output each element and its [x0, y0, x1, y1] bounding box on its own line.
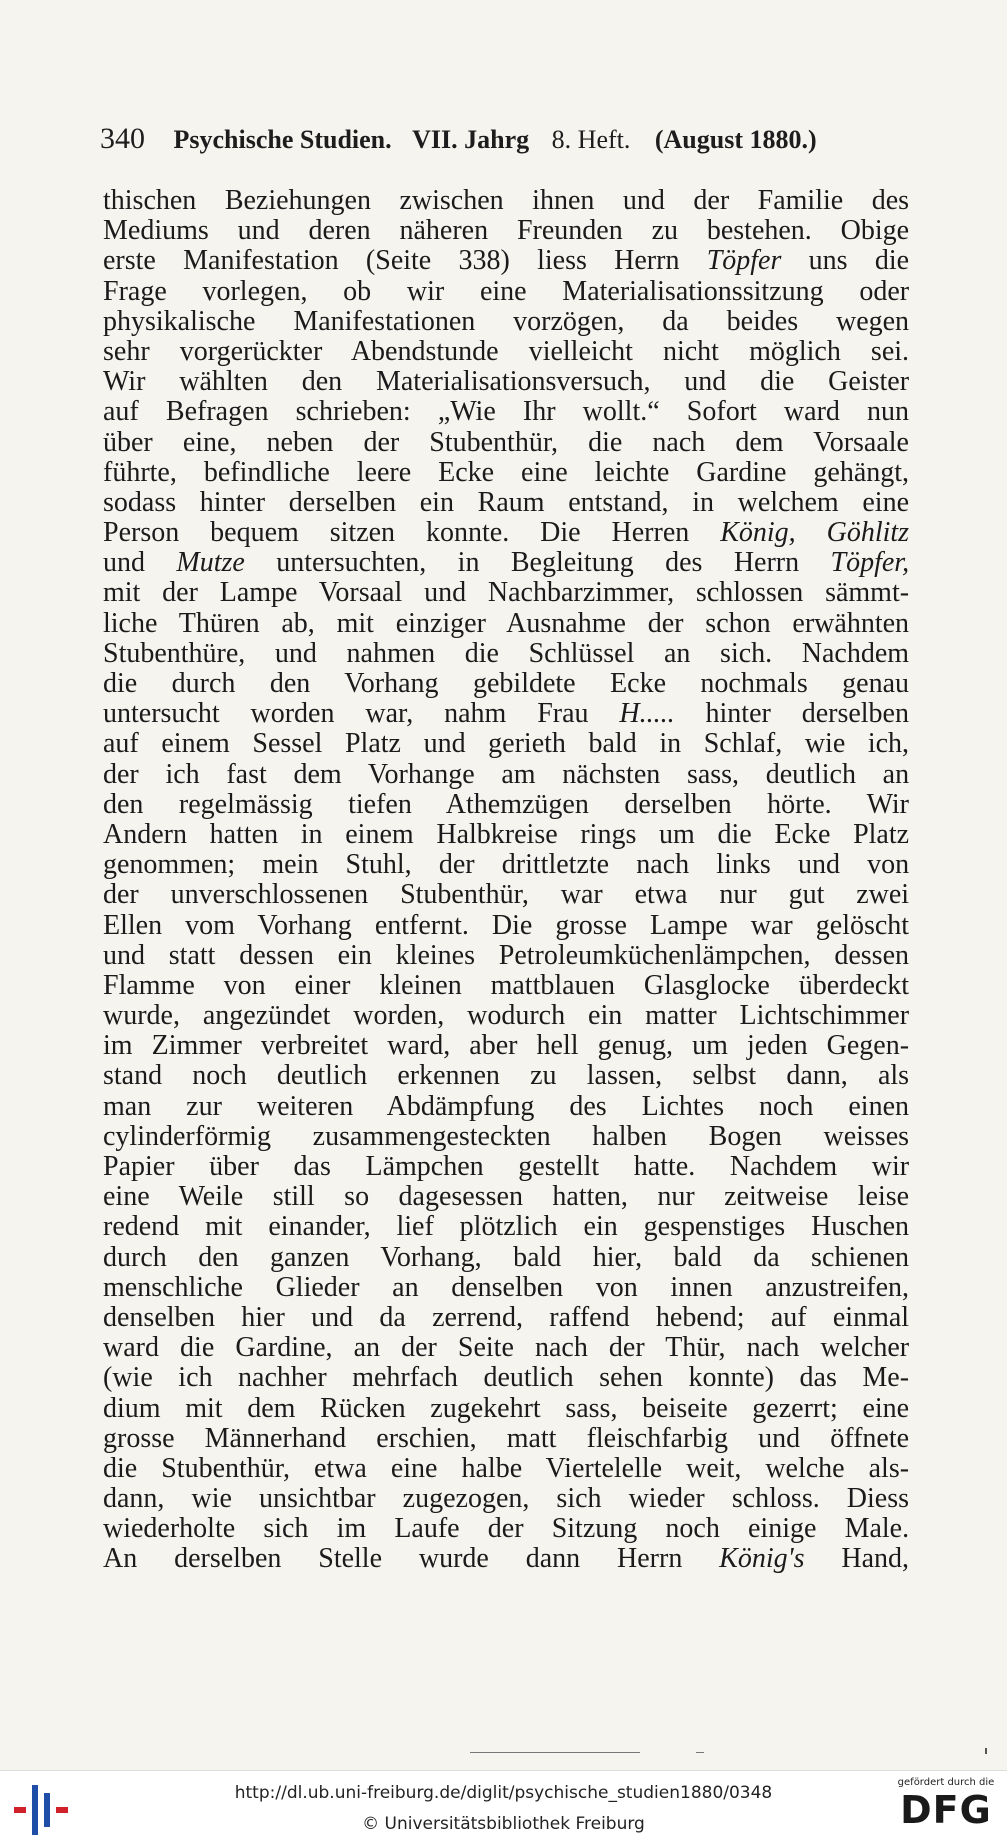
text-line: über eine, neben der Stubenthür, die nach dem Vorsaale: [103, 427, 909, 458]
dfg-logo-text: DFG: [900, 1788, 992, 1832]
volume-label: VII. Jahrg: [412, 125, 530, 154]
text-line: die Stubenthür, etwa eine halbe Viertelelle weit, welche als-: [103, 1453, 909, 1484]
text-line: Frage vorlegen, ob wir eine Materialisationssitzung oder: [103, 276, 909, 307]
text-line: (wie ich nachher mehrfach deutlich sehen konnte) das Me-: [103, 1363, 909, 1394]
text-line: redend mit einander, lief plötzlich ein gespenstiges Huschen: [103, 1212, 909, 1243]
dfg-funding-note: gefördert durch die: [897, 1777, 995, 1788]
text-line: stand noch deutlich erkennen zu lassen, selbst dann, als: [103, 1061, 909, 1092]
text-line: Wir wählten den Materialisationsversuch, und die Geister: [103, 367, 909, 398]
page-number: 340: [100, 122, 145, 155]
text-line: man zur weiteren Abdämpfung des Lichtes noch einen: [103, 1091, 909, 1122]
text-line: erste Manifestation (Seite 338) liess Herrn Töpfer uns die: [103, 246, 909, 277]
text-line: liche Thüren ab, mit einziger Ausnahme der schon erwähnten: [103, 608, 909, 639]
text-line: Flamme von einer kleinen mattblauen Glasglocke überdeckt: [103, 970, 909, 1001]
text-line: Andern hatten in einem Halbkreise rings um die Ecke Platz: [103, 819, 909, 850]
text-line: Stubenthüre, und nahmen die Schlüssel an sich. Nachdem: [103, 638, 909, 669]
text-line: die durch den Vorhang gebildete Ecke nochmals genau: [103, 669, 909, 699]
text-line: auf einem Sessel Platz und gerieth bald in Schlaf, wie ich,: [103, 729, 909, 760]
text-line: wurde, angezündet worden, wodurch ein matter Lichtschimmer: [103, 1001, 909, 1032]
viewer-footer: [0, 1770, 1007, 1845]
text-line: der ich fast dem Vorhange am nächsten sass, deutlich an: [103, 759, 909, 790]
text-line: im Zimmer verbreitet ward, aber hell genug, um jeden Gegen-: [103, 1031, 909, 1062]
footer-rule: [470, 1752, 640, 1753]
issue-label: 8. Heft.: [551, 125, 631, 154]
text-line: Mediums und deren näheren Freunden zu bestehen. Obige: [103, 216, 909, 247]
text-line: sodass hinter derselben ein Raum entstand, in welchem eine: [103, 487, 909, 518]
text-line: dium mit dem Rücken zugekehrt sass, beiseite gezerrt; eine: [103, 1393, 909, 1424]
text-line: durch den ganzen Vorhang, bald hier, bald da schienen: [103, 1242, 909, 1273]
text-line: denselben hier und da zerrend, raffend hebend; auf einmal: [103, 1302, 909, 1333]
permalink-url[interactable]: http://dl.ub.uni-freiburg.de/diglit/psychische_studien1880/0348: [234, 1783, 773, 1803]
text-line: An derselben Stelle wurde dann Herrn König's Hand,: [103, 1544, 909, 1575]
text-line: mit der Lampe Vorsaal und Nachbarzimmer, schlossen sämmt-: [103, 578, 909, 609]
text-line: dann, wie unsichtbar zugezogen, sich wieder schloss. Diess: [103, 1484, 909, 1515]
text-line: physikalische Manifestationen vorzögen, da beides wegen: [103, 306, 909, 337]
text-line: cylinderförmig zusammengesteckten halben Bogen weisses: [103, 1121, 909, 1152]
text-line: thischen Beziehungen zwischen ihnen und der Familie des: [103, 186, 909, 216]
text-line: Papier über das Lämpchen gestellt hatte. Nachdem wir: [103, 1152, 909, 1182]
text-line: auf Befragen schrieben: „Wie Ihr wollt.“ Sofort ward nun: [103, 397, 909, 428]
text-line: Ellen vom Vorhang entfernt. Die grosse Lampe war gelöscht: [103, 910, 909, 941]
text-line: ward die Gardine, an der Seite nach der Thür, nach welcher: [103, 1333, 909, 1364]
journal-title: Psychische Studien.: [173, 125, 392, 154]
running-header: [100, 122, 920, 156]
text-line: grosse Männerhand erschien, matt fleischfarbig und öffnete: [103, 1423, 909, 1454]
text-line: sehr vorgerückter Abendstunde vielleicht nicht möglich sei.: [103, 336, 909, 367]
text-line: und Mutze untersuchten, in Begleitung des Herrn Töpfer,: [103, 548, 909, 579]
text-line: menschliche Glieder an denselben von innen anzustreifen,: [103, 1272, 909, 1303]
text-line: genommen; mein Stuhl, der drittletzte nach links und von: [103, 850, 909, 881]
text-line: eine Weile still so dagesessen hatten, nur zeitweise leise: [103, 1182, 909, 1213]
dfg-logo: [890, 1777, 1002, 1841]
text-line: den regelmässig tiefen Athemzügen derselben hörte. Wir: [103, 789, 909, 820]
text-line: Person bequem sitzen konnte. Die Herren König, Göhlitz: [103, 518, 909, 549]
text-line: wiederholte sich im Laufe der Sitzung noch einige Male.: [103, 1514, 909, 1545]
text-line: und statt dessen ein kleines Petroleumküchenlämpchen, dessen: [103, 940, 909, 971]
footer-dash: [696, 1752, 704, 1753]
issue-date: (August 1880.): [654, 125, 817, 154]
copyright-notice: © Universitätsbibliothek Freiburg: [362, 1814, 645, 1834]
footer-mark: [985, 1748, 987, 1754]
text-line: untersucht worden war, nahm Frau H..... hinter derselben: [103, 699, 909, 730]
text-line: der unverschlossenen Stubenthür, war etwa nur gut zwei: [103, 880, 909, 911]
body-text: [103, 186, 909, 1575]
text-line: führte, befindliche leere Ecke eine leichte Gardine gehängt,: [103, 457, 909, 488]
